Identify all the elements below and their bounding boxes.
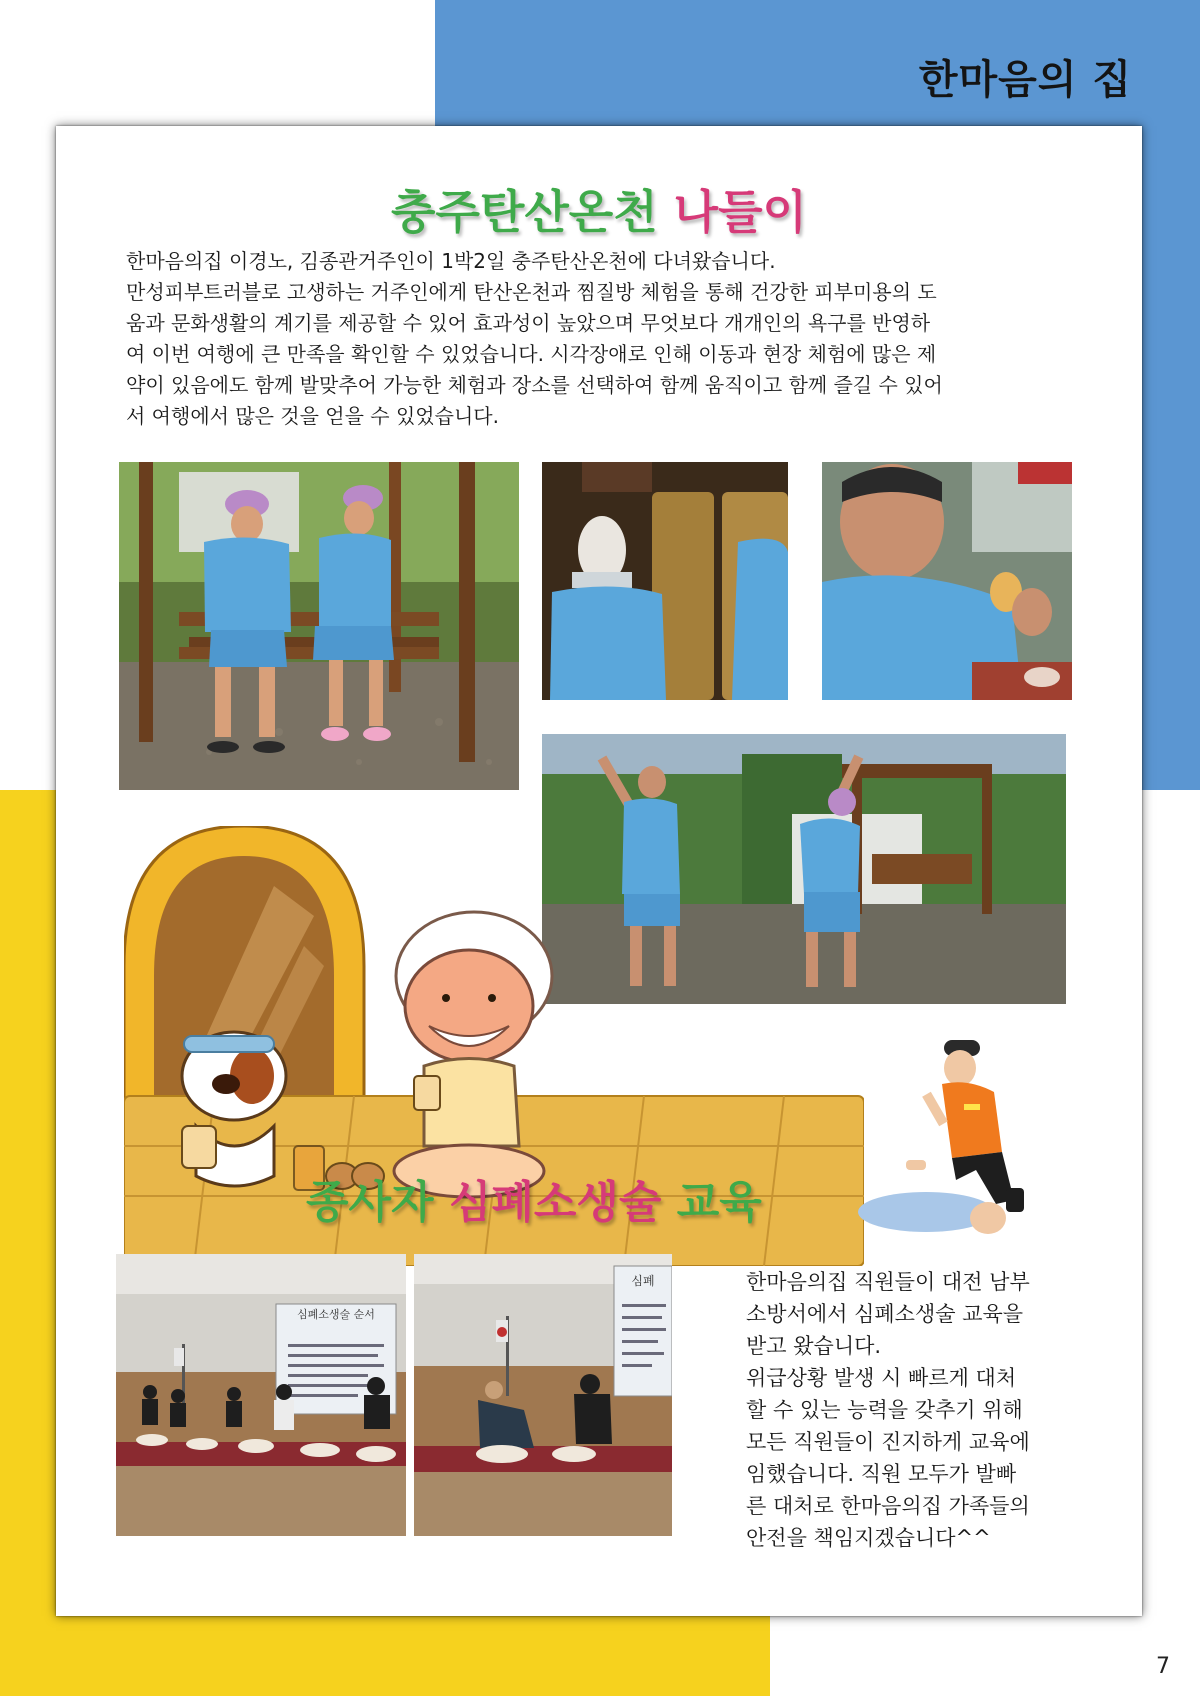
photo-swing-residents <box>119 462 519 790</box>
section2-line: 한마음의집 직원들이 대전 남부 <box>746 1270 1030 1294</box>
section2-line: 소방서에서 심폐소생술 교육을 <box>746 1302 1024 1326</box>
section2-line: 른 대처로 한마음의집 가족들의 <box>746 1494 1030 1518</box>
section2-line: 위급상황 발생 시 빠르게 대처 <box>746 1366 1017 1390</box>
slide-title-text: 심폐소생술 순서 <box>297 1308 375 1321</box>
section2-title-green-2: 교육 <box>676 1177 762 1228</box>
photo-face-mask <box>542 462 788 700</box>
page-number: 7 <box>1156 1654 1170 1679</box>
page-header-title: 한마음의 집 <box>918 57 1132 103</box>
section1-title-green: 충주탄산온천 <box>391 185 658 239</box>
slide-title-text-2: 심폐 <box>631 1274 655 1288</box>
section2-title-pink: 심폐소생술 <box>448 1177 662 1228</box>
section2-line: 모든 직원들이 진지하게 교육에 <box>746 1430 1030 1454</box>
section2-line: 할 수 있는 능력을 갖추기 위해 <box>746 1398 1023 1422</box>
section1-line: 약이 있음에도 함께 발맞추어 가능한 체험과 장소를 선택하여 함께 움직이고 함께 즐길 수 있어 <box>126 373 943 397</box>
section2-line: 받고 왔습니다. <box>746 1334 882 1358</box>
section1-line: 움과 문화생활의 계기를 제공할 수 있어 효과성이 높았으며 무엇보다 개개인의 욕구를 반영하 <box>126 311 931 335</box>
section1-line: 만성피부트러블로 고생하는 거주인에게 탄산온천과 찜질방 체험을 통해 건강한 피부미용의 도 <box>126 280 937 304</box>
photo-cpr-training-hall <box>116 1254 406 1536</box>
cpr-rescuer-figure <box>856 1040 1041 1240</box>
section1-title <box>56 176 1142 242</box>
photo-cpr-practice <box>414 1254 672 1536</box>
section1-line: 여 이번 여행에 큰 만족을 확인할 수 있었습니다. 시각장애로 인해 이동과 현장 체험에 많은 제 <box>126 342 937 366</box>
section1-title-pink: 나들이 <box>673 185 807 239</box>
section2-line: 안전을 책임지겠습니다^^ <box>746 1526 991 1550</box>
section1-line: 한마음의집 이경노, 김종관거주인이 1박2일 충주탄산온천에 다녀왔습니다. <box>126 249 776 273</box>
section1-line: 서 여행에서 많은 것을 얻을 수 있었습니다. <box>126 404 499 428</box>
section2-paragraph <box>746 1266 1056 1554</box>
section2-title <box>306 1166 762 1230</box>
section2-title-green: 종사자 <box>306 1177 434 1228</box>
section2-line: 임했습니다. 직원 모두가 발빠 <box>746 1462 1017 1486</box>
photo-egg <box>822 462 1072 700</box>
section1-paragraph <box>126 246 1070 432</box>
content-card <box>56 126 1142 1616</box>
